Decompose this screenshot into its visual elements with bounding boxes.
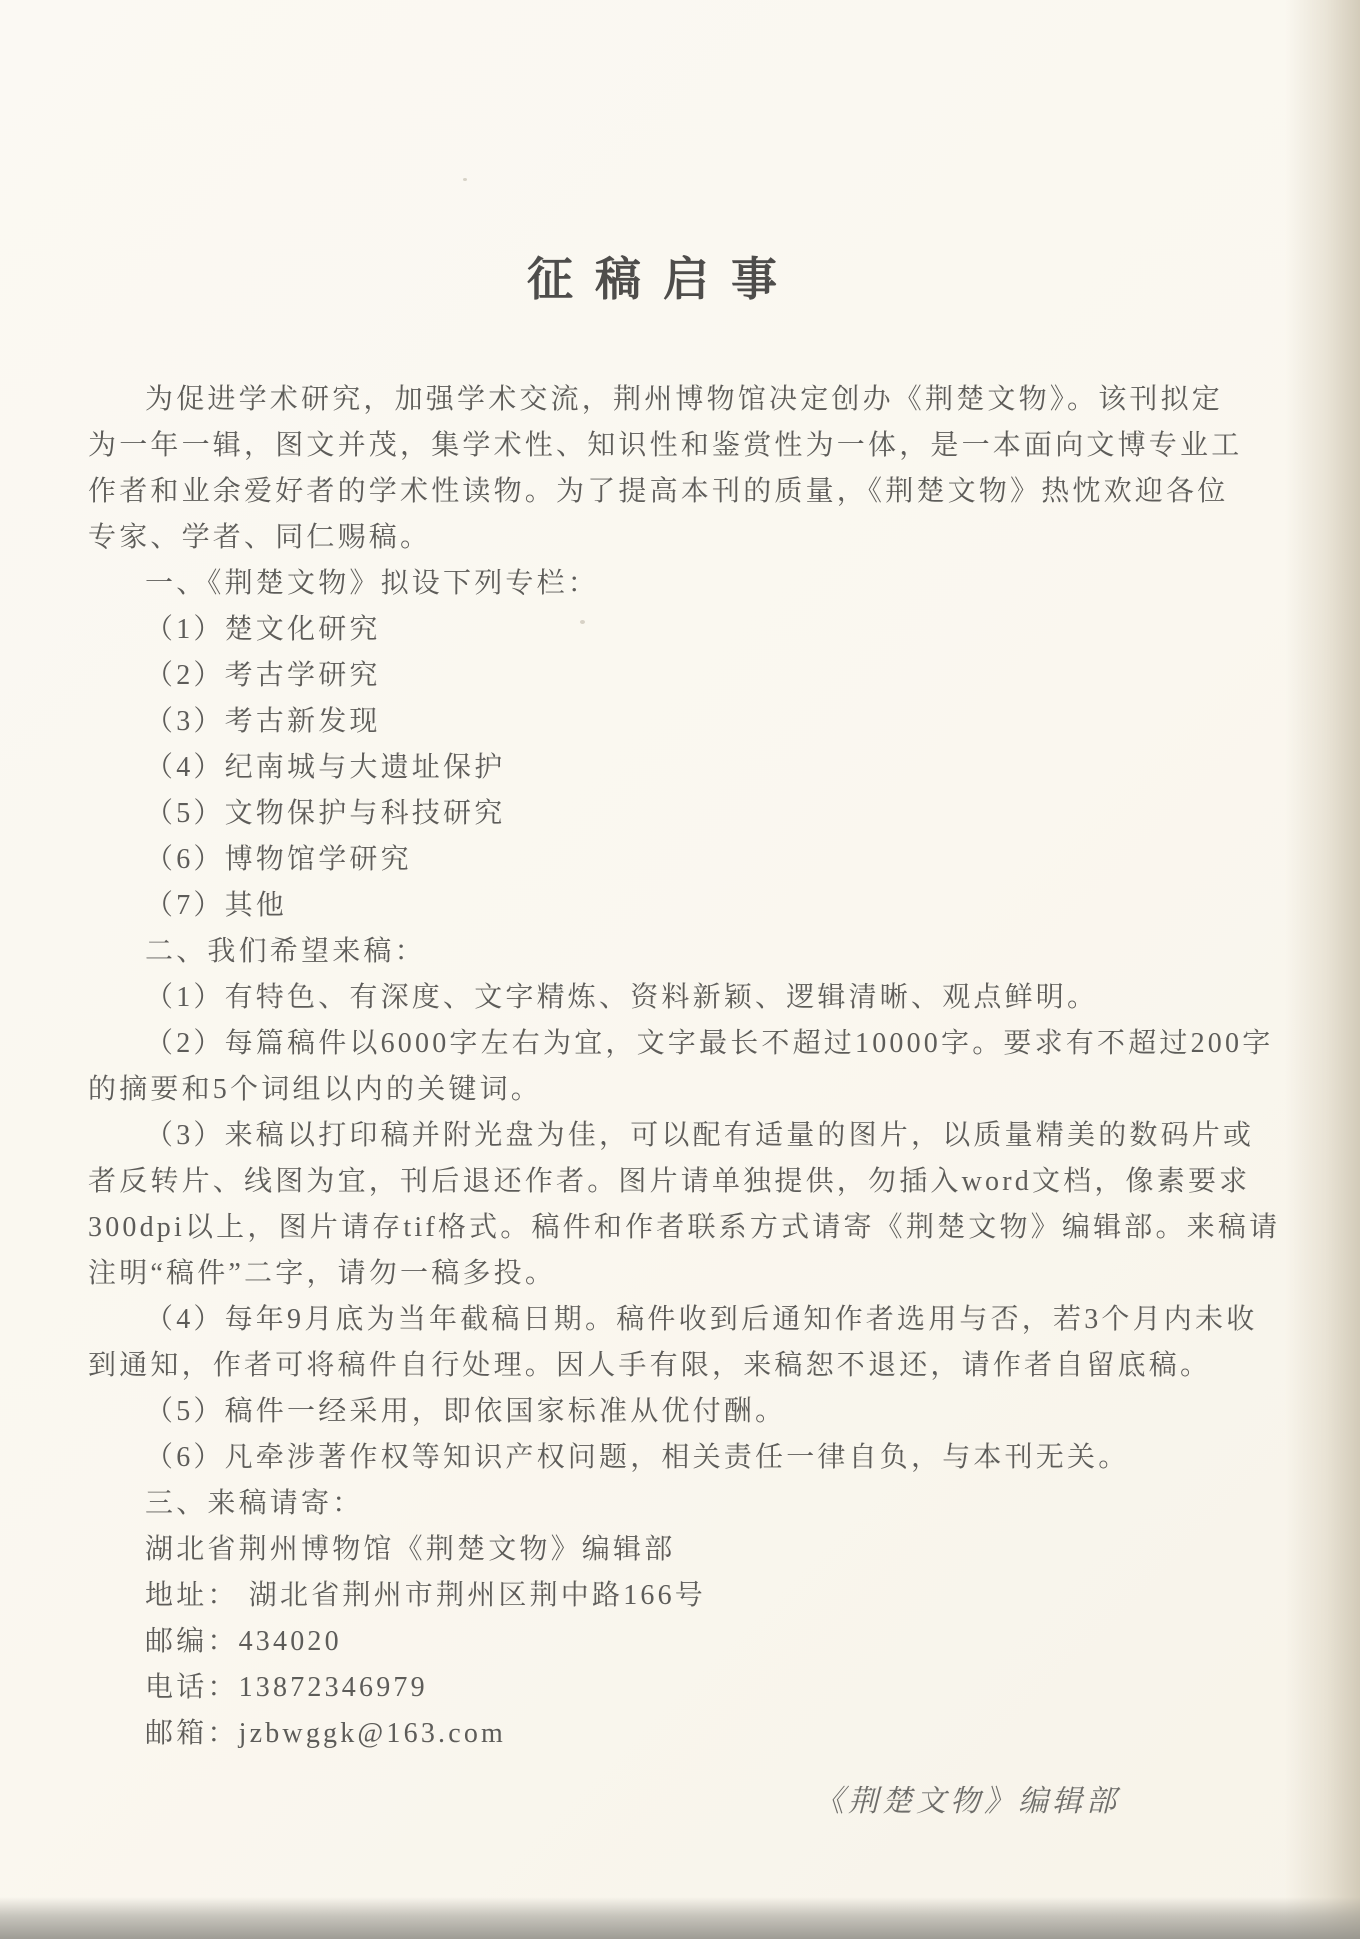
text-line: 作者和业余爱好者的学术性读物。为了提高本刊的质量，《荆楚文物》热忱欢迎各位 — [88, 476, 1229, 507]
text-line: （6）博物馆学研究 — [145, 844, 412, 875]
text-line: 邮箱：jzbwggk@163.com — [145, 1718, 507, 1749]
text-line: （7）其他 — [145, 890, 288, 921]
text-line: 为促进学术研究，加强学术交流，荆州博物馆决定创办《荆楚文物》。该刊拟定 — [145, 384, 1224, 415]
text-line: （6）凡牵涉著作权等知识产权问题，相关责任一律自负，与本刊无关。 — [145, 1442, 1130, 1473]
text-line: 三、来稿请寄： — [145, 1488, 364, 1519]
text-line: 到通知，作者可将稿件自行处理。因人手有限，来稿恕不退还，请作者自留底稿。 — [88, 1350, 1212, 1381]
text-line: （5）稿件一经采用，即依国家标准从优付酬。 — [145, 1396, 787, 1427]
text-line: 注明“稿件”二字，请勿一稿多投。 — [88, 1258, 557, 1289]
text-line: （5）文物保护与科技研究 — [145, 798, 506, 829]
text-line: 邮编：434020 — [145, 1626, 342, 1657]
text-line: 者反转片、线图为宜，刊后退还作者。图片请单独提供，勿插入word文档，像素要求 — [88, 1166, 1251, 1197]
text-line: 300dpi以上，图片请存tif格式。稿件和作者联系方式请寄《荆楚文物》编辑部。来稿请 — [88, 1212, 1281, 1243]
text-line: 一、《荆楚文物》拟设下列专栏： — [145, 568, 600, 599]
text-line: 为一年一辑，图文并茂，集学术性、知识性和鉴赏性为一体，是一本面向文博专业工 — [88, 430, 1243, 461]
page-title: 征稿启事 — [527, 254, 799, 305]
text-line: 电话：13872346979 — [145, 1672, 428, 1703]
text-line: （2）考古学研究 — [145, 660, 381, 691]
text-line: （3）考古新发现 — [145, 706, 381, 737]
footer-signature: 《荆楚文物》编辑部 — [814, 1785, 1120, 1818]
text-line: （2）每篇稿件以6000字左右为宜，文字最长不超过10000字。要求有不超过200字 — [145, 1028, 1274, 1059]
text-line: （4）纪南城与大遗址保护 — [145, 752, 506, 783]
text-line: 湖北省荆州博物馆《荆楚文物》编辑部 — [145, 1534, 676, 1565]
text-line: （4）每年9月底为当年截稿日期。稿件收到后通知作者选用与否，若3个月内未收 — [145, 1304, 1258, 1335]
document-body — [0, 377, 1360, 1757]
text-line: （1）有特色、有深度、文字精炼、资料新颖、逻辑清晰、观点鲜明。 — [145, 982, 1099, 1013]
text-line: 地址： 湖北省荆州市荆州区荆中路166号 — [145, 1580, 707, 1611]
text-line: 的摘要和5个词组以内的关键词。 — [88, 1074, 543, 1105]
text-line: 专家、学者、同仁赐稿。 — [88, 522, 432, 553]
text-line: 二、我们希望来稿： — [145, 936, 426, 967]
text-line: （1）楚文化研究 — [145, 614, 381, 645]
text-line: （3）来稿以打印稿并附光盘为佳，可以配有适量的图片，以质量精美的数码片或 — [145, 1120, 1255, 1151]
scan-bottom-strip — [0, 1897, 1360, 1939]
